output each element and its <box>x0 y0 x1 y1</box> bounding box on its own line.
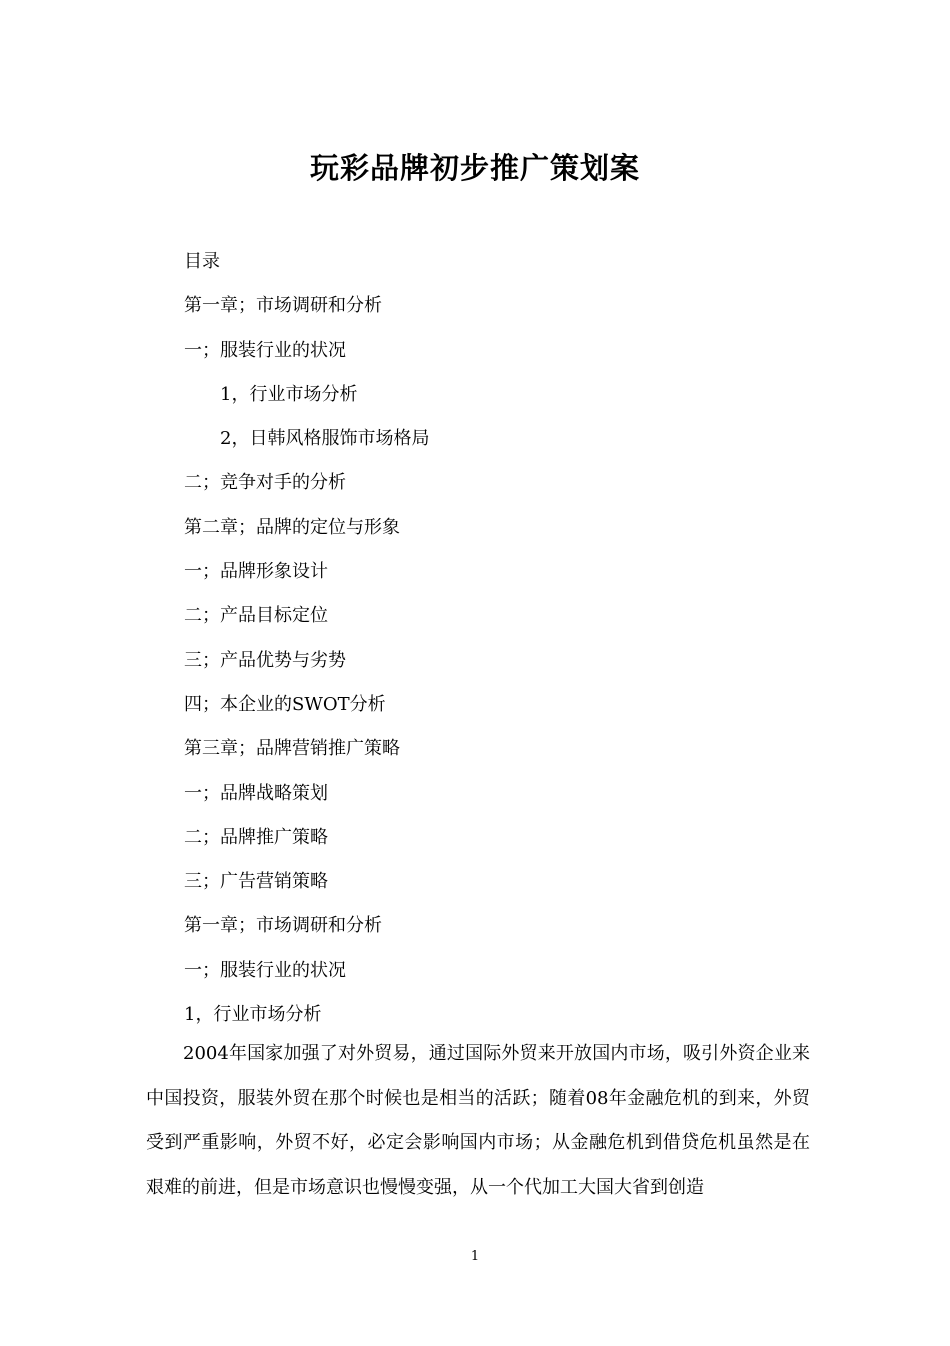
toc-item: 一；服装行业的状况 <box>184 959 346 981</box>
toc-item: 三；广告营销策略 <box>184 871 328 893</box>
toc-item: 第二章；品牌的定位与形象 <box>184 516 400 538</box>
toc-item: 一；品牌战略策划 <box>184 782 328 804</box>
toc-item: 第一章；市场调研和分析 <box>184 915 382 937</box>
toc-item: 一；品牌形象设计 <box>184 561 328 583</box>
toc-item: 1，行业市场分析 <box>220 383 358 405</box>
page-number: 1 <box>470 1249 480 1264</box>
toc-item: 第三章；品牌营销推广策略 <box>184 738 400 760</box>
toc-item: 一；服装行业的状况 <box>184 339 346 361</box>
toc-item: 1，行业市场分析 <box>184 1004 322 1026</box>
table-of-contents <box>184 240 429 1037</box>
toc-item: 目录 <box>184 251 220 272</box>
body-paragraph: 2004年国家加强了对外贸易，通过国际外贸来开放国内市场，吸引外资企业来中国投资，服装外贸在那个时候也是相当的活跃；随着08年金融危机的到来，外贸受到严重影响，外贸不好，必定会影响国内市场；从金融危机到借贷危机虽然是在艰难的前进，但是市场意识也慢慢变强，从一个代加工大国大省到创造 <box>146 1043 810 1198</box>
toc-item: 四；本企业的SWOT分析 <box>184 693 386 715</box>
toc-item: 2，日韩风格服饰市场格局 <box>220 428 430 450</box>
toc-item: 二；竞争对手的分析 <box>184 472 346 494</box>
document-title: 玩彩品牌初步推广策划案 <box>309 151 640 185</box>
toc-item: 二；产品目标定位 <box>184 605 328 627</box>
toc-item: 第一章；市场调研和分析 <box>184 295 382 317</box>
toc-item: 二；品牌推广策略 <box>184 826 328 848</box>
toc-item: 三；产品优势与劣势 <box>184 649 346 671</box>
